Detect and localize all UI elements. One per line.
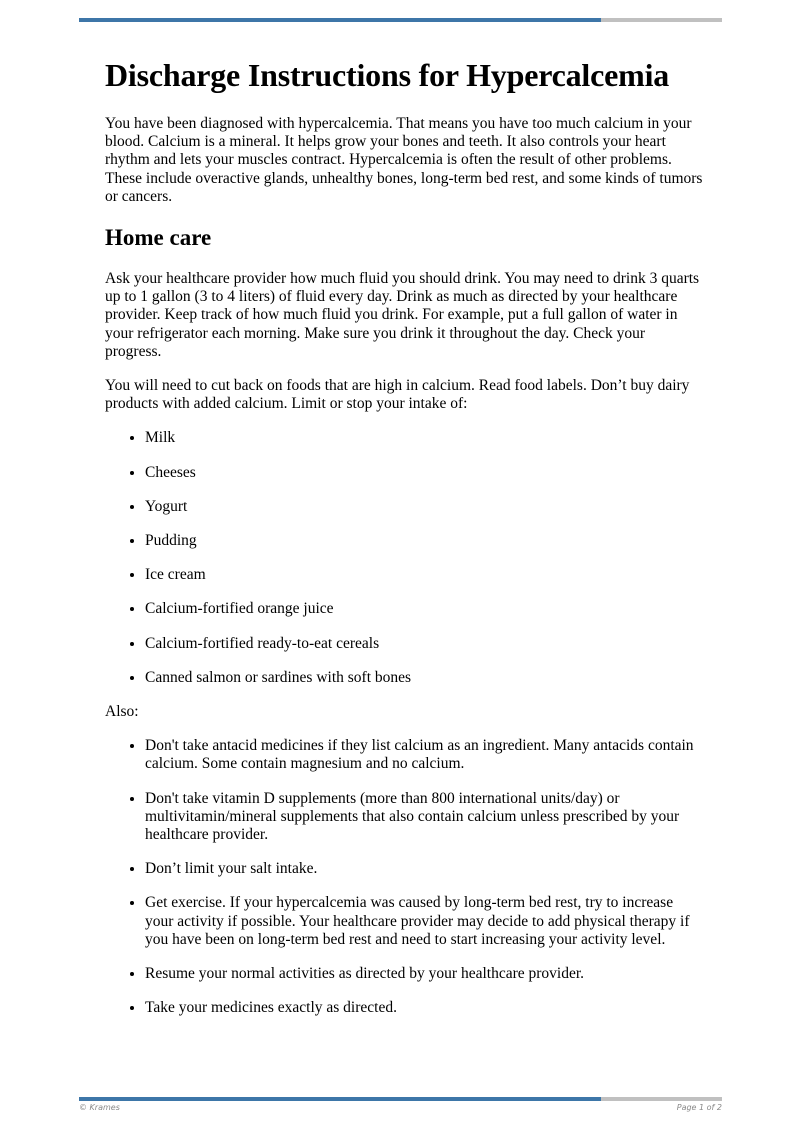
document-body <box>105 55 705 1034</box>
calcium-foods-paragraph: You will need to cut back on foods that are high in calcium. Read food labels. Don’t buy dairy products with added calcium. Limit or stop your intake of: <box>105 377 690 413</box>
footer-rule <box>79 1097 722 1101</box>
list-item: • Milk <box>145 429 705 447</box>
also-label: Also: <box>105 703 139 721</box>
footer-rule-gray <box>601 1097 722 1101</box>
footer-rule-accent <box>79 1097 601 1101</box>
list-item: • Get exercise. If your hypercalcemia was caused by long-term bed rest, try to increase your activity if possible. Your healthcare provider may decide to add physical therapy if you have been on long-term bed rest and need to start increasing your activity level. <box>145 894 705 949</box>
header-rule-accent <box>79 18 601 22</box>
list-item: • Take your medicines exactly as directed. <box>145 999 705 1017</box>
page-footer <box>79 1103 722 1112</box>
header-rule-gray <box>601 18 722 22</box>
list-item: • Calcium-fortified ready-to-eat cereals <box>145 635 705 653</box>
page-title: Discharge Instructions for Hypercalcemia <box>105 57 670 93</box>
copyright-text: © Krames <box>79 1103 120 1112</box>
list-item: • Yogurt <box>145 498 705 516</box>
foods-list <box>105 429 705 687</box>
intro-paragraph: You have been diagnosed with hypercalcemia. That means you have too much calcium in your blood. Calcium is a mineral. It helps grow your bones and teeth. It also controls your heart rhythm and lets your muscles contract. Hypercalcemia is often the result of other problems. These include overactive glands, unhealthy bones, long-term bed rest, and some kinds of tumors or cancers. <box>105 115 703 205</box>
header-rule <box>79 18 722 22</box>
fluid-paragraph: Ask your healthcare provider how much fluid you should drink. You may need to drink 3 quarts up to 1 gallon (3 to 4 liters) of fluid every day. Drink as much as directed by your healthcare provider. Keep track of how much fluid you drink. For example, put a full gallon of water in your refrigerator each morning. Make sure you drink it throughout the day. Check your progress. <box>105 270 700 360</box>
list-item: • Cheeses <box>145 464 705 482</box>
list-item: • Don’t limit your salt intake. <box>145 860 705 878</box>
section-heading-home-care: Home care <box>105 225 212 251</box>
list-item: • Don't take vitamin D supplements (more than 800 international units/day) or multivitamin/mineral supplements that also contain calcium unless prescribed by your healthcare provider. <box>145 790 705 845</box>
also-list <box>105 737 705 1017</box>
list-item: • Resume your normal activities as directed by your healthcare provider. <box>145 965 705 983</box>
list-item: • Canned salmon or sardines with soft bones <box>145 669 705 687</box>
list-item: • Don't take antacid medicines if they list calcium as an ingredient. Many antacids contain calcium. Some contain magnesium and no calcium. <box>145 737 705 773</box>
list-item: • Calcium-fortified orange juice <box>145 600 705 618</box>
list-item: • Ice cream <box>145 566 705 584</box>
list-item: • Pudding <box>145 532 705 550</box>
page-number: Page 1 of 2 <box>676 1103 722 1112</box>
